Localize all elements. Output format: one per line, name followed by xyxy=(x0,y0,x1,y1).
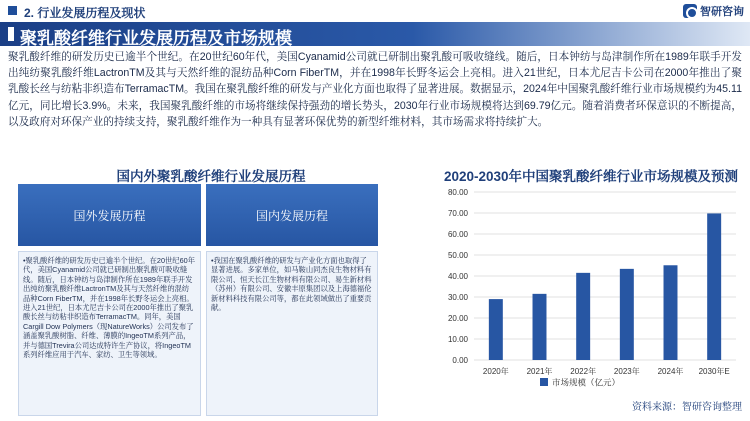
bar xyxy=(576,273,590,360)
page-title: 聚乳酸纤维行业发展历程及市场规模 xyxy=(20,29,292,48)
bar xyxy=(707,213,721,360)
section-label: 2. 行业发展历程及现状 xyxy=(24,6,146,20)
bar xyxy=(664,265,678,360)
x-tick-label: 2030年E xyxy=(698,367,730,376)
x-tick-label: 2022年 xyxy=(570,367,597,376)
y-tick-label: 60.00 xyxy=(447,230,468,239)
foreign-history-heading: 国外发展历程 xyxy=(18,184,201,246)
section-marker-icon xyxy=(8,6,17,15)
domestic-history-text: •我国在聚乳酸纤维的研发与产业化方面也取得了显著进展。多家单位，如马鞍山同杰良生物材料有限公司、恒天长江生物材料有限公司、易生新材料（苏州）有限公司、安徽丰原集团以及上海德福伦新材料科技有限公司等，都在此领域做出了重要贡献。 xyxy=(206,251,378,416)
foreign-history-panel xyxy=(18,184,201,416)
y-tick-label: 50.00 xyxy=(447,251,468,260)
x-tick-label: 2021年 xyxy=(526,367,553,376)
y-tick-label: 10.00 xyxy=(447,335,468,344)
chart-title: 2020-2030年中国聚乳酸纤维行业市场规模及预测 xyxy=(443,169,739,184)
y-tick-label: 30.00 xyxy=(447,293,468,302)
title-banner xyxy=(0,22,750,46)
banner-marker-icon xyxy=(8,27,14,41)
source-note: 资料来源：智研咨询整理 xyxy=(632,402,742,413)
history-section-title: 国内外聚乳酸纤维行业发展历程 xyxy=(116,169,306,184)
x-tick-label: 2023年 xyxy=(613,367,640,376)
domestic-history-heading: 国内发展历程 xyxy=(206,184,378,246)
domestic-history-panel xyxy=(206,184,378,416)
y-tick-label: 80.00 xyxy=(447,188,468,197)
y-tick-label: 40.00 xyxy=(447,272,468,281)
intro-paragraph: 聚乳酸纤维的研发历史已逾半个世纪。在20世纪60年代，美国Cyanamid公司就已研制出聚乳酸可吸收缝线。随后，日本钟纺与岛津制作所在1989年联手开发出纯纺聚乳酸纤维LactronTM及其与天然纤维的混纺品种Corn FiberTM，并在1998年长野冬运会上亮相。进入21世纪，日本尤尼吉卡公司在2000年推出了聚乳酸长丝与纺粘非织造布TerramacTM。我国在聚乳酸纤维的研发与产业化方面也取得了显著进展。数据显示，2024年中国聚乳酸纤维行业市场规模约为45.11亿元，同比增长3.9%。未来，我国聚乳酸纤维的市场将继续保持强劲的增长势头，2030年行业市场规模将达到69.79亿元。随着消费者环保意识的不断提高，以及政府对环保产业的持续支持，聚乳酸纤维作为一种具有显著环保优势的新型纤维材料，其市场需求将持续扩大。 xyxy=(8,51,742,128)
bar xyxy=(533,294,547,360)
bar xyxy=(620,269,634,360)
market-size-chart-svg xyxy=(430,184,746,394)
legend-label: 市场规模（亿元） xyxy=(552,377,621,388)
legend-swatch xyxy=(540,378,548,386)
x-tick-label: 2020年 xyxy=(482,367,509,376)
x-tick-label: 2024年 xyxy=(657,367,684,376)
y-tick-label: 20.00 xyxy=(447,314,468,323)
top-bar xyxy=(0,0,750,22)
bar xyxy=(489,299,503,360)
foreign-history-text: •聚乳酸纤维的研发历史已逾半个世纪。在20世纪60年代，美国Cyanamid公司就已研制出聚乳酸可吸收缝线。随后，日本钟纺与岛津制作所在1989年联手开发出纯纺聚乳酸纤维LactronTM及其与天然纤维的混纺品种Corn FiberTM，并在1998年长野冬运会上亮相。进入21世纪，日本尤尼吉卡公司在2000年推出了聚乳酸长丝与纺粘非织造布TerramacTM。同年，美国Cargill Dow Polymers（现NatureWorks）公司发布了涵盖聚乳酸树脂、纤维、薄膜的IngeoTM系列产品，并与德国Trevira公司达成特许生产协议，将IngeoTM系列纤维应用于汽车、家纺、卫生等领域。 xyxy=(18,251,201,416)
brand-logo-text: 智研咨询 xyxy=(700,6,744,18)
y-tick-label: 0.00 xyxy=(452,356,468,365)
y-tick-label: 70.00 xyxy=(447,209,468,218)
market-size-chart xyxy=(430,184,746,394)
brand-logo xyxy=(683,3,744,19)
brand-logo-icon xyxy=(683,4,697,18)
